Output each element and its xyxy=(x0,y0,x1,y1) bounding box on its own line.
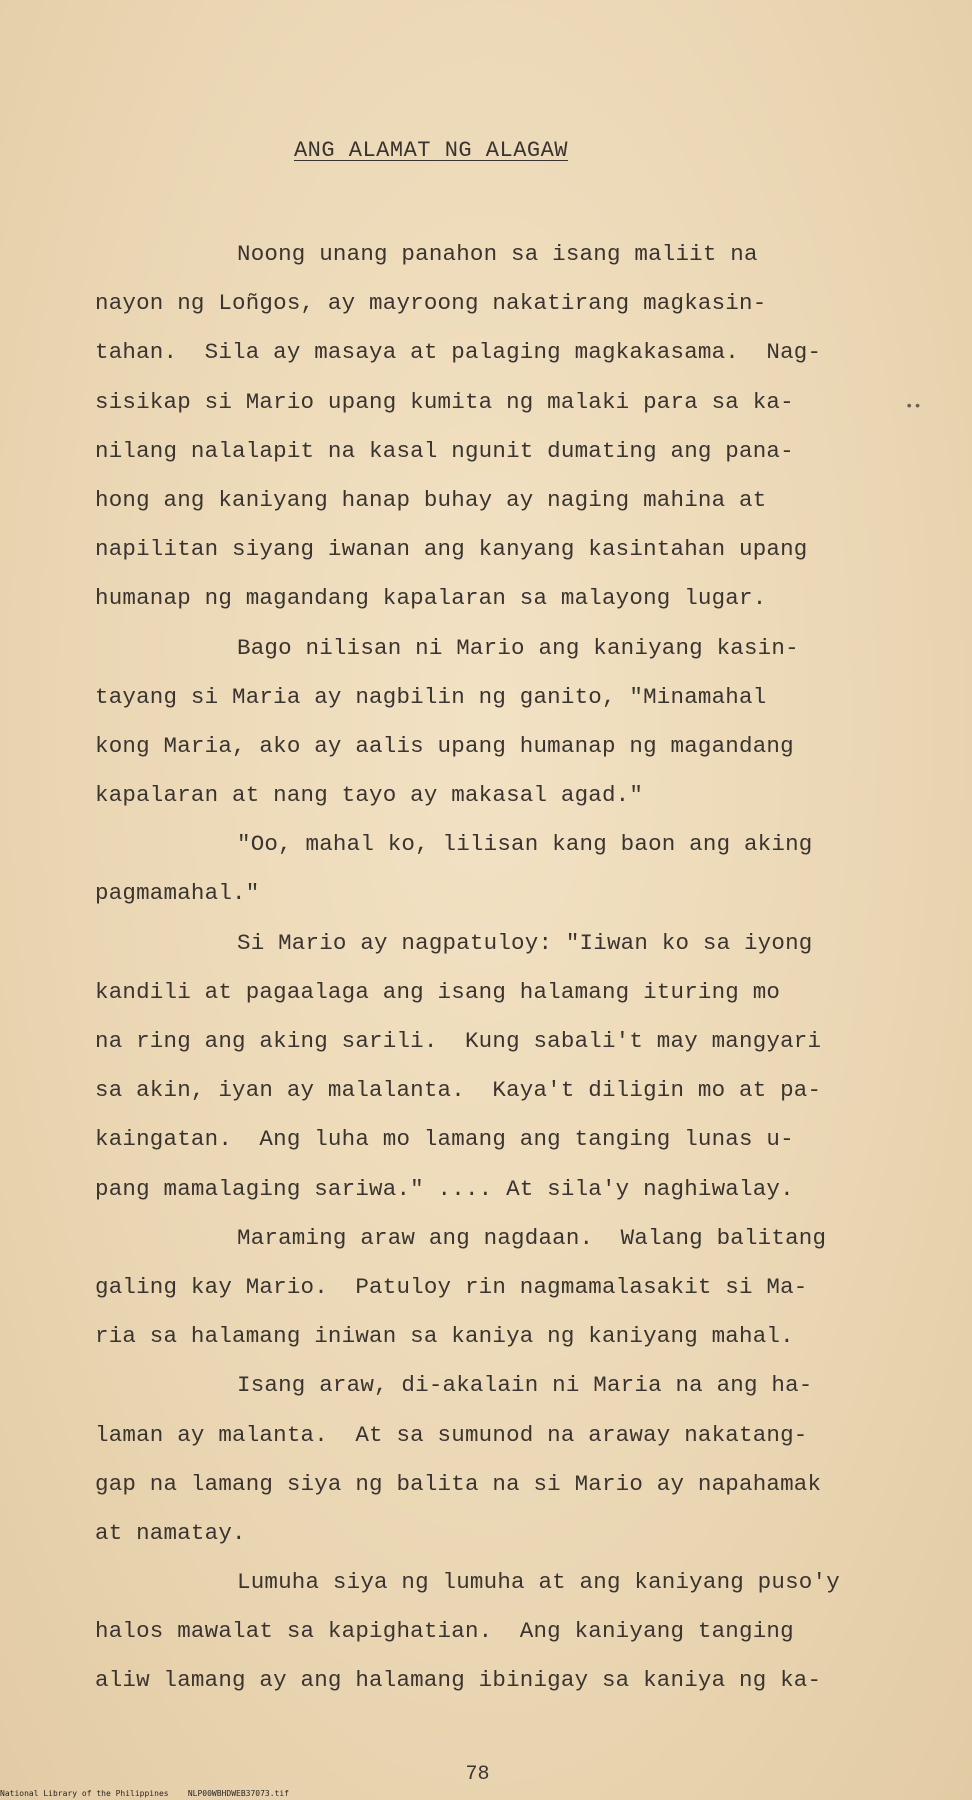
text-line: na ring ang aking sarili. Kung sabali't may mangyari xyxy=(95,1028,822,1054)
text-line: kapalaran at nang tayo ay makasal agad." xyxy=(95,782,644,809)
text-line: Bago nilisan ni Mario ang kaniyang kasin- xyxy=(237,634,799,661)
archive-footer: National Library of the Philippines NLP00WBHDWEB37073.tif xyxy=(0,1789,289,1798)
text-line: humanap ng magandang kapalaran sa malayong lugar. xyxy=(95,585,767,612)
text-line: gap na lamang siya ng balita na si Mario ay napahamak xyxy=(95,1470,822,1497)
text-line: ria sa halamang iniwan sa kaniya ng kaniyang mahal. xyxy=(95,1323,794,1350)
text-line: tayang si Maria ay nagbilin ng ganito, "Minamahal xyxy=(95,683,767,710)
text-line: at namatay. xyxy=(95,1519,246,1546)
text-line: nilang nalalapit na kasal ngunit dumating ang pana- xyxy=(95,437,794,464)
text-line: aliw lamang ay ang halamang ibinigay sa kaniya ng ka- xyxy=(95,1667,822,1694)
body-text xyxy=(95,230,875,1706)
text-line: Noong unang panahon sa isang maliit na xyxy=(237,241,758,267)
text-line: nayon ng Loñgos, ay mayroong nakatirang magkasin- xyxy=(95,290,767,317)
text-line: galing kay Mario. Patuloy rin nagmamalasakit si Ma- xyxy=(95,1273,808,1300)
text-line: napilitan siyang iwanan ang kanyang kasintahan upang xyxy=(95,536,808,563)
text-line: pagmamahal." xyxy=(95,880,260,907)
text-line: halos mawalat sa kapighatian. Ang kaniyang tanging xyxy=(95,1618,794,1645)
document-title: ANG ALAMAT NG ALAGAW xyxy=(293,138,569,163)
text-line: pang mamalaging sariwa." .... At sila'y naghiwalay. xyxy=(95,1175,794,1202)
text-line: Si Mario ay nagpatuloy: "Iiwan ko sa iyong xyxy=(237,929,813,956)
text-line: kaingatan. Ang luha mo lamang ang tanging lunas u- xyxy=(95,1126,794,1153)
text-line: kandili at pagaalaga ang isang halamang ituring mo xyxy=(95,978,781,1005)
margin-mark: •• xyxy=(905,399,922,415)
text-line: Maraming araw ang nagdaan. Walang balitang xyxy=(237,1224,827,1251)
page-number: 78 xyxy=(465,1763,490,1786)
text-line: hong ang kaniyang hanap buhay ay naging mahina at xyxy=(95,486,767,513)
text-line: Lumuha siya ng lumuha at ang kaniyang puso'y xyxy=(237,1569,840,1596)
text-line: sisikap si Mario upang kumita ng malaki para sa ka- xyxy=(95,388,794,415)
text-line: laman ay malanta. At sa sumunod na araway nakatang- xyxy=(95,1421,808,1448)
text-line: kong Maria, ako ay aalis upang humanap ng magandang xyxy=(95,732,794,759)
text-line: sa akin, iyan ay malalanta. Kaya't diligin mo at pa- xyxy=(95,1077,822,1104)
text-line: Isang araw, di-akalain ni Maria na ang ha- xyxy=(237,1372,813,1399)
text-line: tahan. Sila ay masaya at palaging magkakasama. Nag- xyxy=(95,339,822,366)
text-line: "Oo, mahal ko, lilisan kang baon ang aking xyxy=(237,831,813,858)
